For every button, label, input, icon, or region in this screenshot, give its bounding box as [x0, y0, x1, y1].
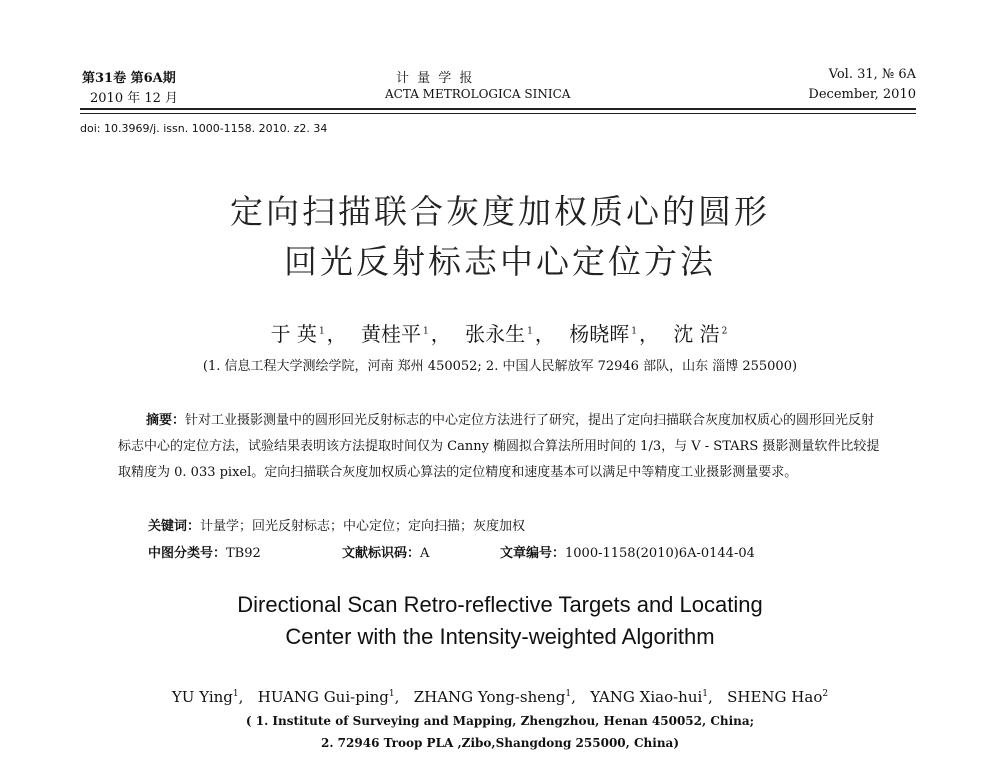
author-cn: 杨晓晖 $^1$ ，: [569, 322, 659, 346]
title-en-line1: Directional Scan Retro-reflective Targets and Locating: [237, 592, 763, 617]
keywords-label: 关键词：: [148, 519, 201, 534]
author-en: YANG Xiao-hui$^1$,: [590, 688, 723, 706]
abstract-text: 针对工业摄影测量中的圆形回光反射标志的中心定位方法进行了研究，提出了定向扫描联合灰度加权质心的圆形回光反射标志中心的定位方法，试验结果表明该方法提取时间仅为 Canny 椭圆拟合算法所用时间的 1/3，与 V - STARS 摄影测量软件比较提取精度为 0. 033 pixel。定向扫描联合灰度加权质心算法的定位精度和速度基本可以满足中等精度工业摄影测量要求。: [118, 413, 880, 480]
date-cn: 2010 年 12 月: [90, 91, 179, 106]
affiliation-cn: (1. 信息工程大学测绘学院，河南 郑州 450052; 2. 中国人民解放军 72946 部队，山东 淄博 255000): [202, 359, 798, 374]
affiliation-en-line2: 2. 72946 Troop PLA ,Zibo,Shangdong 255000, China): [320, 736, 680, 750]
document-code: 文献标识码：A: [342, 546, 430, 561]
affiliation-en-line1: ( 1. Institute of Surveying and Mapping, Zhengzhou, Henan 450052, China;: [245, 714, 755, 728]
author-cn: 黄桂平 $^1$ ，: [361, 322, 451, 346]
author-en: HUANG Gui-ping$^1$,: [257, 688, 409, 706]
volume-issue: 第31卷 第6A期: [82, 71, 176, 86]
author-en: SHENG Hao$^2$: [727, 688, 829, 706]
journal-title-cn: 计 量 学 报: [396, 71, 475, 86]
volume-en: Vol. 31, № 6A: [828, 67, 916, 82]
doi: doi: 10.3969/j. issn. 1000-1158. 2010. z2. 34: [80, 122, 328, 135]
header-rule-bottom: [80, 113, 916, 114]
article-number: 文章编号：1000-1158(2010)6A-0144-04: [500, 546, 755, 561]
header-rule-top: [80, 108, 916, 110]
title-cn-line2: 回光反射标志中心定位方法: [284, 242, 716, 281]
title-cn-line1: 定向扫描联合灰度加权质心的圆形: [230, 192, 770, 231]
abstract-label: 摘要：: [146, 413, 186, 428]
author-en: ZHANG Yong-sheng$^1$,: [413, 688, 586, 706]
author-cn: 于 英 $^1$ ，: [270, 322, 347, 346]
authors-cn: [0, 318, 1000, 347]
abstract: [118, 408, 880, 486]
journal-title-en: ACTA METROLOGICA SINICA: [385, 87, 571, 101]
title-en-line2: Center with the Intensity-weighted Algorithm: [285, 624, 715, 649]
authors-en: [0, 688, 1000, 706]
clc-number: 中图分类号：TB92: [148, 546, 261, 561]
date-en: December, 2010: [808, 87, 916, 102]
author-cn: 沈 浩 $^2$: [673, 322, 728, 346]
author-en: YU Ying$^1$,: [171, 688, 253, 706]
author-cn: 张永生 $^1$ ，: [465, 322, 555, 346]
keywords: [148, 515, 525, 534]
keywords-text: 计量学；回光反射标志；中心定位；定向扫描；灰度加权: [200, 519, 526, 534]
